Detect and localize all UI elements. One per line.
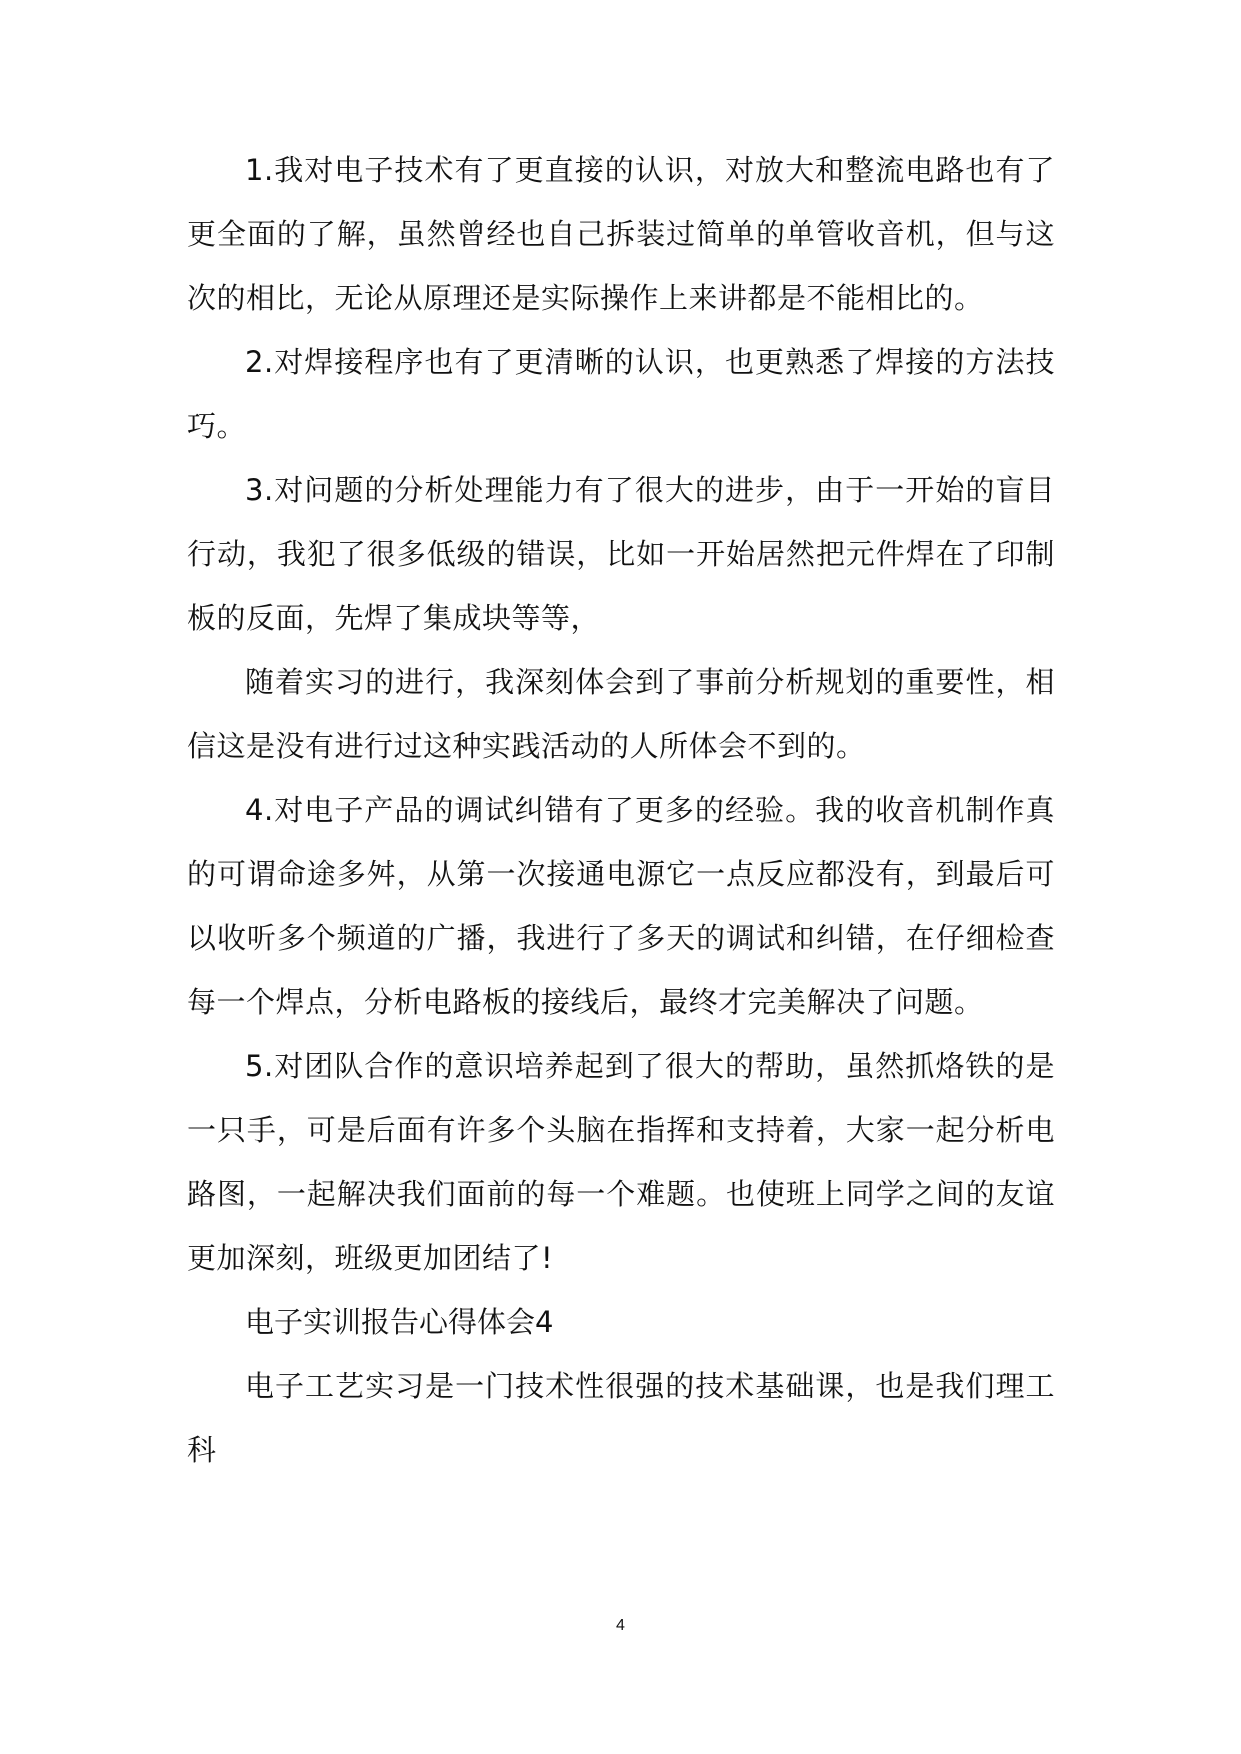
paragraph-1: 1.我对电子技术有了更直接的认识，对放大和整流电路也有了更全面的了解，虽然曾经也自己拆装过简单的单管收音机，但与这次的相比，无论从原理还是实际操作上来讲都是不能相比的。	[187, 153, 1055, 315]
document-body	[187, 138, 1055, 1482]
paragraph-2: 2.对焊接程序也有了更清晰的认识，也更熟悉了焊接的方法技巧。	[187, 345, 1055, 443]
page-number: 4	[616, 1617, 625, 1634]
section-heading: 电子实训报告心得体会4	[245, 1305, 554, 1339]
paragraph-6: 5.对团队合作的意识培养起到了很大的帮助，虽然抓烙铁的是一只手，可是后面有许多个头脑在指挥和支持着，大家一起分析电路图，一起解决我们面前的每一个难题。也使班上同学之间的友谊更加深刻，班级更加团结了!	[187, 1049, 1055, 1275]
paragraph-7: 电子工艺实习是一门技术性很强的技术基础课，也是我们理工科	[187, 1369, 1055, 1467]
paragraph-4: 随着实习的进行，我深刻体会到了事前分析规划的重要性，相信这是没有进行过这种实践活动的人所体会不到的。	[187, 665, 1055, 763]
paragraph-3: 3.对问题的分析处理能力有了很大的进步，由于一开始的盲目行动，我犯了很多低级的错误，比如一开始居然把元件焊在了印制板的反面，先焊了集成块等等，	[187, 473, 1055, 635]
paragraph-5: 4.对电子产品的调试纠错有了更多的经验。我的收音机制作真的可谓命途多舛，从第一次接通电源它一点反应都没有，到最后可以收听多个频道的广播，我进行了多天的调试和纠错，在仔细检查每一个焊点，分析电路板的接线后，最终才完美解决了问题。	[187, 793, 1055, 1019]
